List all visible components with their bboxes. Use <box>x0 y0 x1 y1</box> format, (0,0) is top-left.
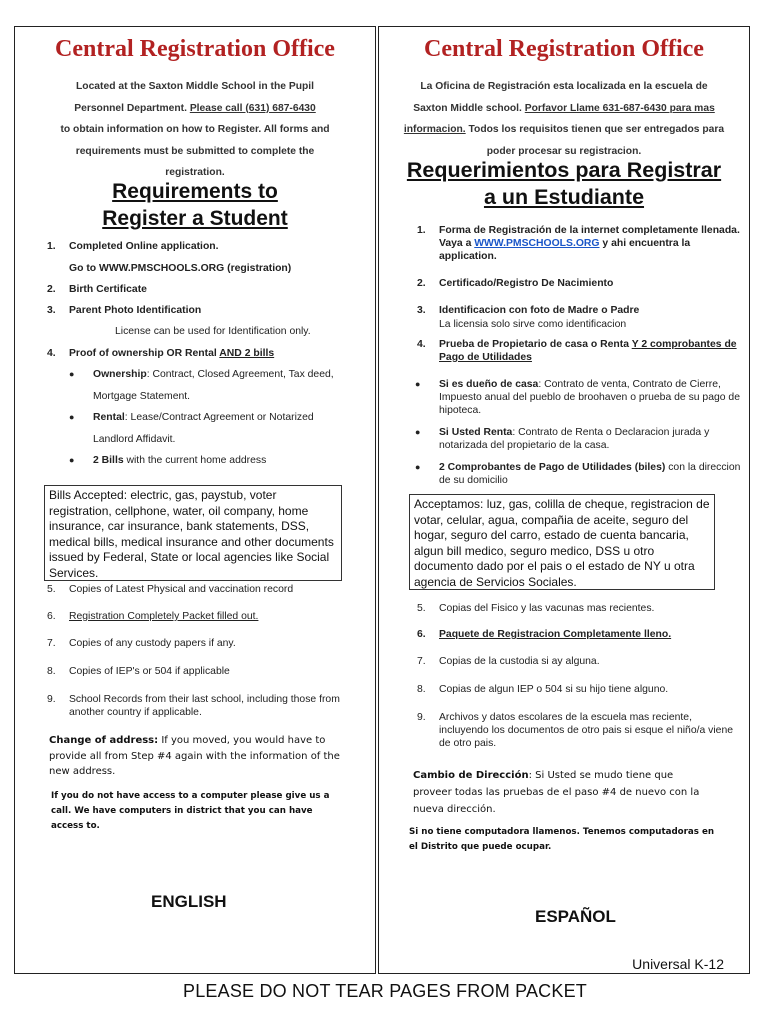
bills-accepted-box: Acceptamos: luz, gas, colilla de cheque, registracion de votar, celular, agua, compañia de aceite, seguro del hogar, seguro del carro, estado de cuenta bancaria, algun bill medico, seguro medico, DSS u otro documento dado por el pais o el estado de NY u otra agencia de Servicios Sociales. <box>409 494 715 590</box>
phone-link[interactable]: Please call (631) 687-6430 <box>189 102 316 114</box>
bills-accepted-box: Bills Accepted: electric, gas, paystub, voter registration, cellphone, water, oil company, home insurance, car insurance, bank statements, DSS, medical bills, medical insurance and other documents issued by Federal, State or local agencies like Social Services. <box>44 485 342 581</box>
computer-access-note: Si no tiene computadora llamenos. Tenemos computadoras en el Distrito que puede ocupar. <box>409 827 715 852</box>
change-of-address-note: Change of address: If you moved, you would have to provide all from Step #4 again with the information of the new address. <box>49 735 340 777</box>
requirements-heading: Requerimientos para Registrar a un Estudiante <box>406 158 722 209</box>
footer-notice: PLEASE DO NOT TEAR PAGES FROM PACKET <box>183 981 587 1001</box>
spanish-panel: Central Registration Office La Oficina de Registración esta localizada en la escuela de Saxton Middle school. Porfavor Llame 631-687-6430 para mas informacion. Todos los requisitos tienen que ser entregados para poder procesar su registracion. Requerimientos para Registrar a un Estudiante 1. Forma de Registración de la internet completamente llenada. Vaya a WWW.PMSCHOOLS.ORG y ahi encuentra la application. 2. Certificado/Registro De Nacimiento 3. Identificacion con foto de Madre o Padre La licensia solo sirve como identificacion 4. Prueba de Propietario de casa o Renta Y 2 comprobantes de Pago de Utilidades ● Si es dueño de casa: Contrato de venta, Contrato de Cierre, Impuesto anual del pueblo de broohaven o prueba de su pago de hipoteca. ● Si Usted Renta: Contrato de Renta o Declaracion jurada y notarizada del propietario de la casa. ● 2 Comprobantes de Pago de Utilidades (biles) con la direccion de su domicilio Acceptamos: luz, gas, colilla de cheque, registracion de votar, celular, agua, compañia de aceite, seguro del hogar, seguro del carro, estado de cuenta bancaria, algun bill medico, seguro medico, DSS u otro documento dado por el pais o el estado de NY u otra agencia de Servicios Sociales. 5. Copias del Fisico y las vacunas mas recientes. 6. Paquete de Registracion Completamente lleno. 7. Copias de la custodia si ay alguna. 8. Copias de algun IEP o 504 si su hijo tiene alguno. 9. Archivos y datos escolares de la escuela mas reciente, incluyendo los documentos de otro pais si esque el niño/a viene de otro pais. Cambio de Dirección: Si Usted se mudo tiene que proveer todas las pruebas de el paso #4 de nuevo con la nueva dirección. Si no tiene computadora llamenos. Tenemos computadoras en el Distrito que puede ocupar. ESPAÑOL <box>378 26 750 974</box>
computer-access-note: If you do not have access to a computer please give us a call. We have computers in district that you can have access to. <box>51 791 330 831</box>
intro-text: Located at the Saxton Middle School in the Pupil Personnel Department. Please call (631) 687-6430 to obtain information on how to Register. All forms and requirements must be submitted to complete the registration. <box>60 81 330 178</box>
website-link[interactable]: WWW.PMSCHOOLS.ORG <box>474 238 600 249</box>
english-panel: Central Registration Office Located at the Saxton Middle School in the Pupil Personnel Department. Please call (631) 687-6430 to obtain information on how to Register. All forms and requirements must be submitted to complete the registration. Requirements to Register a Student 1. Completed Online application. Go to WWW.PMSCHOOLS.ORG (registration) 2. Birth Certificate 3. Parent Photo Identification License can be used for Identification only. 4. Proof of ownership OR Rental AND 2 bills ● Ownership: Contract, Closed Agreement, Tax deed, Mortgage Statement. ● Rental: Lease/Contract Agreement or Notarized Landlord Affidavit. ● 2 Bills with the current home address Bills Accepted: electric, gas, paystub, voter registration, cellphone, water, oil company, home insurance, car insurance, bank statements, DSS, medical bills, medical insurance and other documents issued by Federal, State or local agencies like Social Services. 5. Copies of Latest Physical and vaccination record 6. Registration Completely Packet filled out. 7. Copies of any custody papers if any. 8. Copies of IEP's or 504 if applicable 9. School Records from their last school, including those from another country if applicable. Change of address: If you moved, you would have to provide all from Step #4 again with the information of the new address. If you do not have access to a computer please give us a call. We have computers in district that you can have access to. ENGLISH <box>14 26 376 974</box>
language-label: ESPAÑOL <box>535 907 616 926</box>
list-item-sub: Go to WWW.PMSCHOOLS.ORG (registration) <box>69 263 292 274</box>
office-title: Central Registration Office <box>55 36 335 62</box>
language-label: ENGLISH <box>151 892 227 911</box>
requirements-heading: Requirements to Register a Student <box>102 180 288 230</box>
program-label: Universal K-12 <box>632 956 724 972</box>
list-item-sub: License can be used for Identification only. <box>115 326 311 337</box>
office-title: Central Registration Office <box>424 36 704 62</box>
phone-link[interactable]: Porfavor Llame 631-687-6430 para mas <box>524 102 715 114</box>
intro-text: La Oficina de Registración esta localizada en la escuela de Saxton Middle school. Porfavor Llame 631-687-6430 para mas informacion. Todos los requisitos tienen que ser entregados para poder procesar su registracion. <box>403 81 725 157</box>
list-item-sub: La licensia solo sirve como identificacion <box>439 319 627 330</box>
change-of-address-note: Cambio de Dirección: Si Usted se mudo tiene que proveer todas las pruebas de el paso #4 de nuevo con la nueva dirección. <box>413 770 700 815</box>
